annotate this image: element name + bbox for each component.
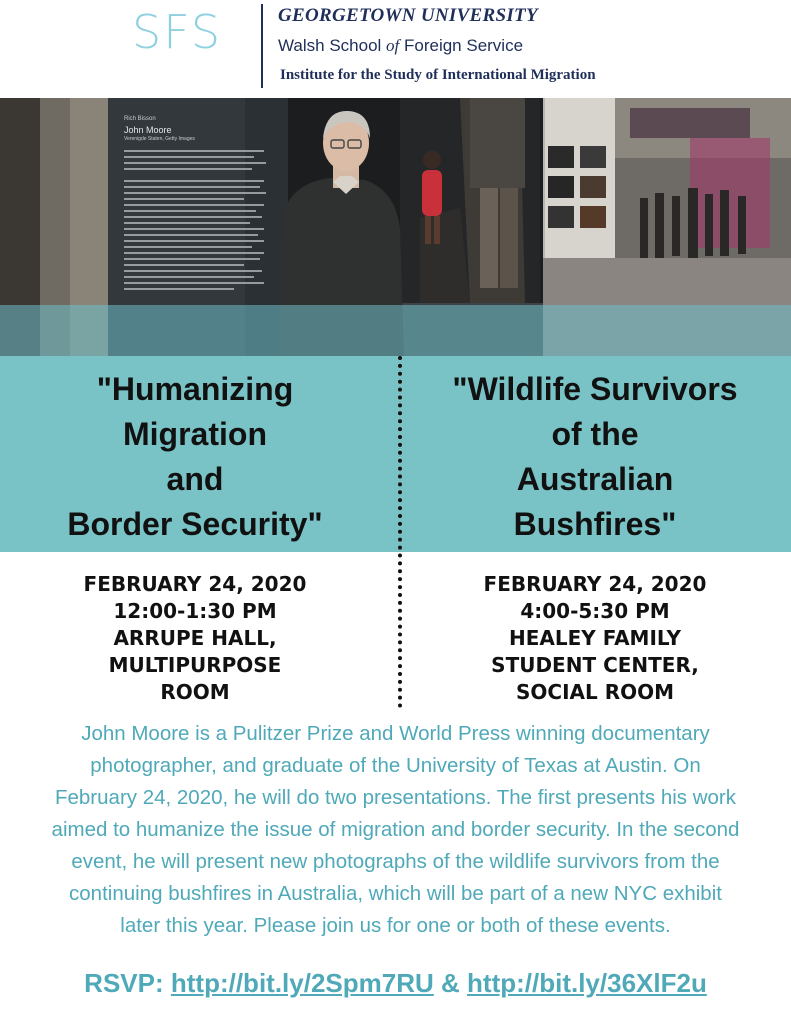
dotted-divider	[398, 356, 402, 708]
event-1-location: MULTIPURPOSE	[108, 653, 282, 677]
description-line: event, he will present new photographs of the wildlife survivors from the	[71, 850, 720, 873]
event-1-title-line: Border Security"	[67, 506, 323, 542]
panel-subtitle: Verenigde Staten, Getty Images	[124, 136, 195, 142]
svg-text:Rich Bisson: Rich Bisson	[124, 116, 156, 122]
rsvp-link-1[interactable]: http://bit.ly/2Spm7RU	[170, 968, 434, 998]
sfs-logo: SFS	[132, 5, 223, 59]
event-description	[8, 718, 783, 942]
rsvp-separator: &	[441, 968, 460, 998]
description-line: later this year. Please join us for one or both of these events.	[120, 914, 671, 937]
description-line: John Moore is a Pulitzer Prize and World Press winning documentary	[81, 722, 710, 745]
event-2-title-line: of the	[551, 416, 639, 452]
description-line: continuing bushfires in Australia, which will be part of a new NYC exhibit	[69, 882, 722, 905]
event-2-date: FEBRUARY 24, 2020	[483, 572, 707, 596]
event-1-location: ARRUPE HALL,	[113, 626, 277, 650]
event-2-title-line: "Wildlife Survivors	[452, 371, 738, 407]
description-line: aimed to humanize the issue of migration and border security. In the second	[51, 818, 740, 841]
event-2-details	[440, 571, 750, 706]
exhibit-photo	[0, 98, 791, 356]
event-1-title-line: and	[166, 461, 224, 497]
photo-teal-overlay	[0, 305, 791, 356]
event-2-location: HEALEY FAMILY	[508, 626, 682, 650]
event-1-time: 12:00-1:30 PM	[113, 599, 277, 623]
event-1-date: FEBRUARY 24, 2020	[83, 572, 307, 596]
event-2-location: STUDENT CENTER,	[491, 653, 699, 677]
school-name-part: Walsh School	[278, 36, 387, 55]
event-1-location: ROOM	[160, 680, 230, 704]
school-name	[278, 36, 523, 56]
university-name: GEORGETOWN UNIVERSITY	[278, 5, 538, 26]
header	[0, 0, 791, 98]
event-1-title	[20, 367, 370, 547]
rsvp-label: RSVP:	[84, 968, 164, 998]
school-name-of: of	[386, 36, 400, 55]
event-1-title-line: "Humanizing	[96, 371, 294, 407]
event-1-title-line: Migration	[123, 416, 267, 452]
event-2-title-line: Bushfires"	[513, 506, 677, 542]
header-divider	[261, 4, 263, 88]
event-2-location: SOCIAL ROOM	[515, 680, 675, 704]
school-name-part: Foreign Service	[399, 36, 524, 55]
rsvp-link-2[interactable]: http://bit.ly/36XlF2u	[467, 968, 707, 998]
description-line: February 24, 2020, he will do two presentations. The first presents his work	[54, 786, 736, 809]
institute-name: Institute for the Study of International Migration	[280, 67, 596, 83]
event-2-title	[410, 367, 780, 547]
event-2-time: 4:00-5:30 PM	[520, 599, 670, 623]
description-line: photographer, and graduate of the University of Texas at Austin. On	[90, 754, 701, 777]
event-2-title-line: Australian	[516, 461, 674, 497]
panel-name: John Moore	[124, 125, 172, 135]
rsvp-line	[0, 968, 791, 999]
event-1-details	[40, 571, 350, 706]
